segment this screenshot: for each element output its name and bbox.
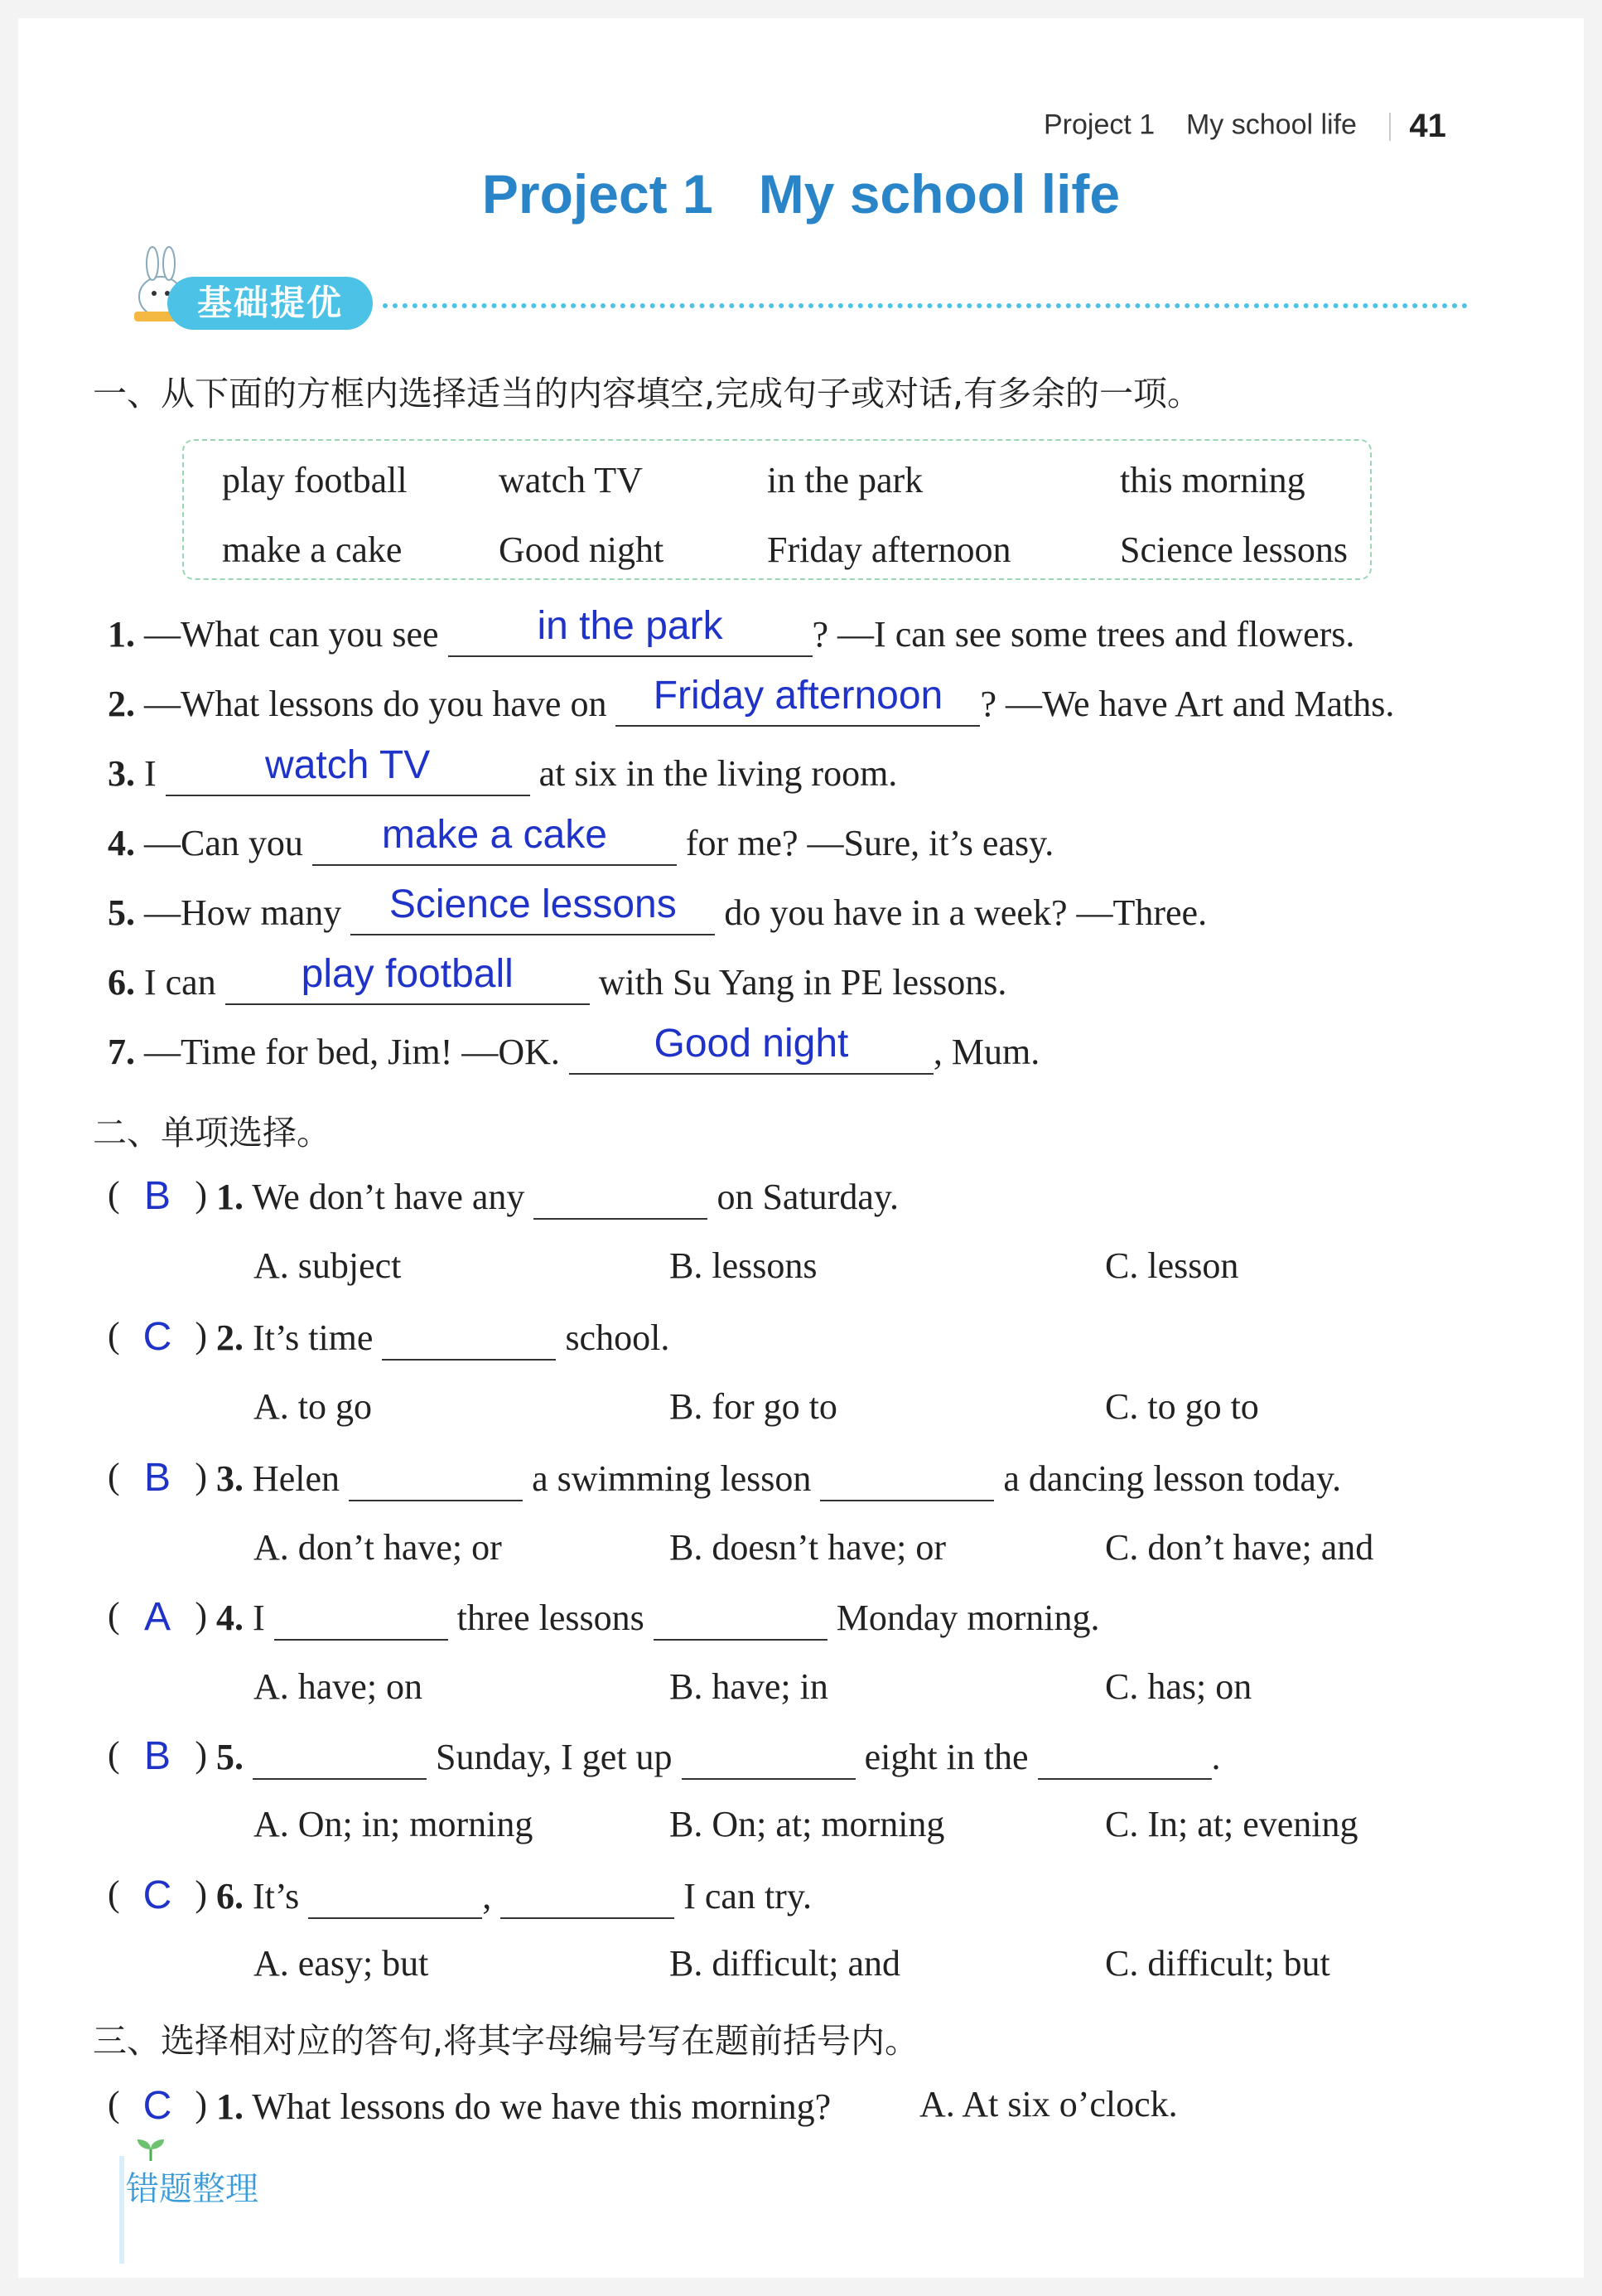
handwritten-choice: A <box>143 1595 171 1639</box>
answer-blank[interactable] <box>382 1317 556 1361</box>
handwritten-answer: Friday afternoon <box>653 674 943 718</box>
question-text: do you have in a week? —Three. <box>724 892 1208 933</box>
match-option-a: A. At six o’clock. <box>919 2084 1178 2124</box>
question-text: on Saturday. <box>717 1177 899 1217</box>
option-a: A. On; in; morning <box>253 1804 533 1844</box>
fill-question-5 <box>108 882 1208 935</box>
sprout-icon <box>134 2138 167 2161</box>
question-number: 6. <box>216 1876 244 1917</box>
question-text: What lessons do we have this morning? <box>252 2086 832 2127</box>
option-c: C. to go to <box>1105 1386 1259 1427</box>
running-head-project: Project 1 <box>1044 109 1156 141</box>
question-number: 1. <box>216 1177 244 1217</box>
word-bank-item: Science lessons <box>1120 529 1348 570</box>
mc-question-2 <box>108 1314 669 1361</box>
question-text: —What lessons do you have on <box>144 684 607 724</box>
word-bank-item: play football <box>222 460 408 500</box>
answer-bracket[interactable]: ( A ) <box>108 1595 207 1639</box>
running-head-chapter: My school life <box>1185 109 1357 141</box>
question-text: I <box>144 753 157 794</box>
footer-side-bar <box>119 2156 124 2264</box>
question-number: 5. <box>108 892 135 933</box>
word-bank-item: Friday afternoon <box>767 529 1011 570</box>
question-text: It’s <box>253 1876 300 1917</box>
question-text: Sunday, I get up <box>436 1737 673 1777</box>
answer-blank[interactable] <box>615 674 980 727</box>
question-number: 5. <box>216 1737 244 1777</box>
option-b: B. for go to <box>669 1386 837 1427</box>
question-text: , <box>482 1876 492 1917</box>
word-bank-item: in the park <box>767 460 924 500</box>
section-banner <box>109 235 1468 326</box>
workbook-page <box>18 18 1584 2278</box>
question-number: 6. <box>108 962 135 1003</box>
answer-bracket[interactable]: ( C ) <box>108 1873 207 1917</box>
question-text: a swimming lesson <box>532 1458 812 1499</box>
question-number: 4. <box>108 823 135 863</box>
question-text: for me? —Sure, it’s easy. <box>685 823 1054 863</box>
option-b: B. have; in <box>669 1666 828 1707</box>
section2-heading: 二、单项选择。 <box>93 1113 331 1153</box>
word-bank-item: watch TV <box>499 460 643 500</box>
option-c: C. don’t have; and <box>1105 1527 1374 1568</box>
running-head-divider <box>1389 113 1391 141</box>
question-text: , Mum. <box>933 1032 1040 1072</box>
handwritten-answer: make a cake <box>381 813 607 857</box>
question-number: 3. <box>108 753 135 794</box>
question-text: —Can you <box>144 823 303 863</box>
option-c: C. lesson <box>1105 1245 1239 1286</box>
question-text: Helen <box>253 1458 340 1499</box>
word-bank-item: make a cake <box>222 529 403 570</box>
question-text: We don’t have any <box>252 1177 525 1217</box>
answer-blank[interactable] <box>1038 1736 1212 1780</box>
question-number: 3. <box>216 1458 244 1499</box>
fill-question-2 <box>108 674 1395 727</box>
answer-blank[interactable] <box>820 1457 994 1501</box>
handwritten-choice: C <box>142 1873 172 1917</box>
fill-question-3 <box>108 743 898 796</box>
question-number: 2. <box>216 1317 244 1358</box>
answer-blank[interactable] <box>569 1022 934 1075</box>
banner-label: 基础提优 <box>167 277 373 330</box>
question-text: —How many <box>144 892 342 933</box>
answer-blank[interactable] <box>350 882 715 935</box>
answer-bracket[interactable]: ( B ) <box>108 1456 207 1500</box>
option-b: B. lessons <box>669 1245 818 1286</box>
answer-blank[interactable] <box>654 1597 828 1641</box>
answer-blank[interactable] <box>500 1875 674 1919</box>
answer-bracket[interactable]: ( B ) <box>108 1174 207 1218</box>
answer-blank[interactable] <box>533 1176 707 1220</box>
question-number: 4. <box>216 1598 244 1638</box>
running-head <box>1044 108 1446 145</box>
question-number: 1. <box>216 2086 244 2127</box>
question-text: —Time for bed, Jim! —OK. <box>144 1032 560 1072</box>
page-title: Project 1 My school life <box>481 163 1121 225</box>
mc-question-3 <box>108 1455 1341 1501</box>
answer-bracket[interactable]: ( C ) <box>108 2084 207 2128</box>
answer-bracket[interactable]: ( C ) <box>108 1315 207 1359</box>
answer-blank[interactable] <box>308 1875 482 1919</box>
option-a: A. to go <box>253 1386 372 1427</box>
option-c: C. In; at; evening <box>1105 1804 1358 1844</box>
option-a: A. have; on <box>253 1666 423 1707</box>
banner-dotted-rule <box>383 303 1468 308</box>
question-text: ? —We have Art and Maths. <box>980 684 1395 724</box>
answer-blank[interactable] <box>225 952 590 1005</box>
question-number: 7. <box>108 1032 135 1072</box>
handwritten-answer: Good night <box>654 1022 849 1066</box>
question-text: Monday morning. <box>836 1598 1100 1638</box>
section3-heading: 三、选择相对应的答句,将其字母编号写在题前括号内。 <box>93 2021 919 2061</box>
answer-blank[interactable] <box>312 813 677 866</box>
fill-question-1 <box>108 604 1355 657</box>
handwritten-choice: B <box>143 1734 171 1778</box>
answer-blank[interactable] <box>253 1736 427 1780</box>
word-bank-box <box>182 439 1372 580</box>
question-text: . <box>1211 1737 1221 1777</box>
question-text: —What can you see <box>144 614 439 655</box>
footer-label: 错题整理 <box>126 2170 258 2208</box>
handwritten-choice: C <box>142 1315 172 1359</box>
option-a: A. don’t have; or <box>253 1527 502 1568</box>
mc-question-4 <box>108 1594 1099 1641</box>
question-text: ? —I can see some trees and flowers. <box>812 614 1355 655</box>
handwritten-answer: watch TV <box>265 743 431 787</box>
question-text: school. <box>565 1317 670 1358</box>
question-text: eight in the <box>864 1737 1029 1777</box>
handwritten-answer: in the park <box>537 604 723 648</box>
question-number: 2. <box>108 684 135 724</box>
option-c: C. has; on <box>1105 1666 1252 1707</box>
fill-question-4 <box>108 813 1054 866</box>
option-a: A. easy; but <box>253 1943 429 1984</box>
question-text: with Su Yang in PE lessons. <box>598 962 1007 1003</box>
option-b: B. On; at; morning <box>669 1804 945 1844</box>
option-a: A. subject <box>253 1245 402 1286</box>
handwritten-choice: B <box>143 1456 171 1500</box>
mc-question-1 <box>108 1173 899 1220</box>
option-b: B. doesn’t have; or <box>669 1527 947 1568</box>
question-number: 1. <box>108 614 135 655</box>
question-text: I can <box>144 962 216 1003</box>
question-text: at six in the living room. <box>538 753 898 794</box>
answer-blank[interactable] <box>682 1736 856 1780</box>
mc-question-5 <box>108 1733 1221 1780</box>
question-text: three lessons <box>456 1598 644 1638</box>
handwritten-answer: Science lessons <box>388 882 677 926</box>
question-text: It’s time <box>253 1317 374 1358</box>
match-question-1 <box>108 2083 831 2129</box>
option-c: C. difficult; but <box>1105 1943 1330 1984</box>
question-text: I can try. <box>683 1876 812 1917</box>
mc-question-6 <box>108 1873 812 1919</box>
answer-blank[interactable] <box>274 1597 448 1641</box>
mistake-notes-footer <box>126 2163 258 2210</box>
answer-blank[interactable] <box>349 1457 523 1501</box>
question-text: a dancing lesson today. <box>1003 1458 1342 1499</box>
answer-blank[interactable] <box>166 743 530 796</box>
word-bank-item: Good night <box>499 529 664 570</box>
handwritten-choice: B <box>143 1174 171 1218</box>
answer-blank[interactable] <box>448 604 813 657</box>
handwritten-choice: C <box>142 2084 172 2128</box>
question-text: I <box>253 1598 265 1638</box>
word-bank-item: this morning <box>1120 460 1305 500</box>
fill-question-6 <box>108 952 1007 1005</box>
section1-heading: 一、从下面的方框内选择适当的内容填空,完成句子或对话,有多余的一项。 <box>93 374 1202 413</box>
page-number: 41 <box>1409 108 1446 144</box>
option-b: B. difficult; and <box>669 1943 901 1984</box>
answer-bracket[interactable]: ( B ) <box>108 1734 207 1778</box>
fill-question-7 <box>108 1022 1040 1075</box>
handwritten-answer: play football <box>301 952 514 996</box>
